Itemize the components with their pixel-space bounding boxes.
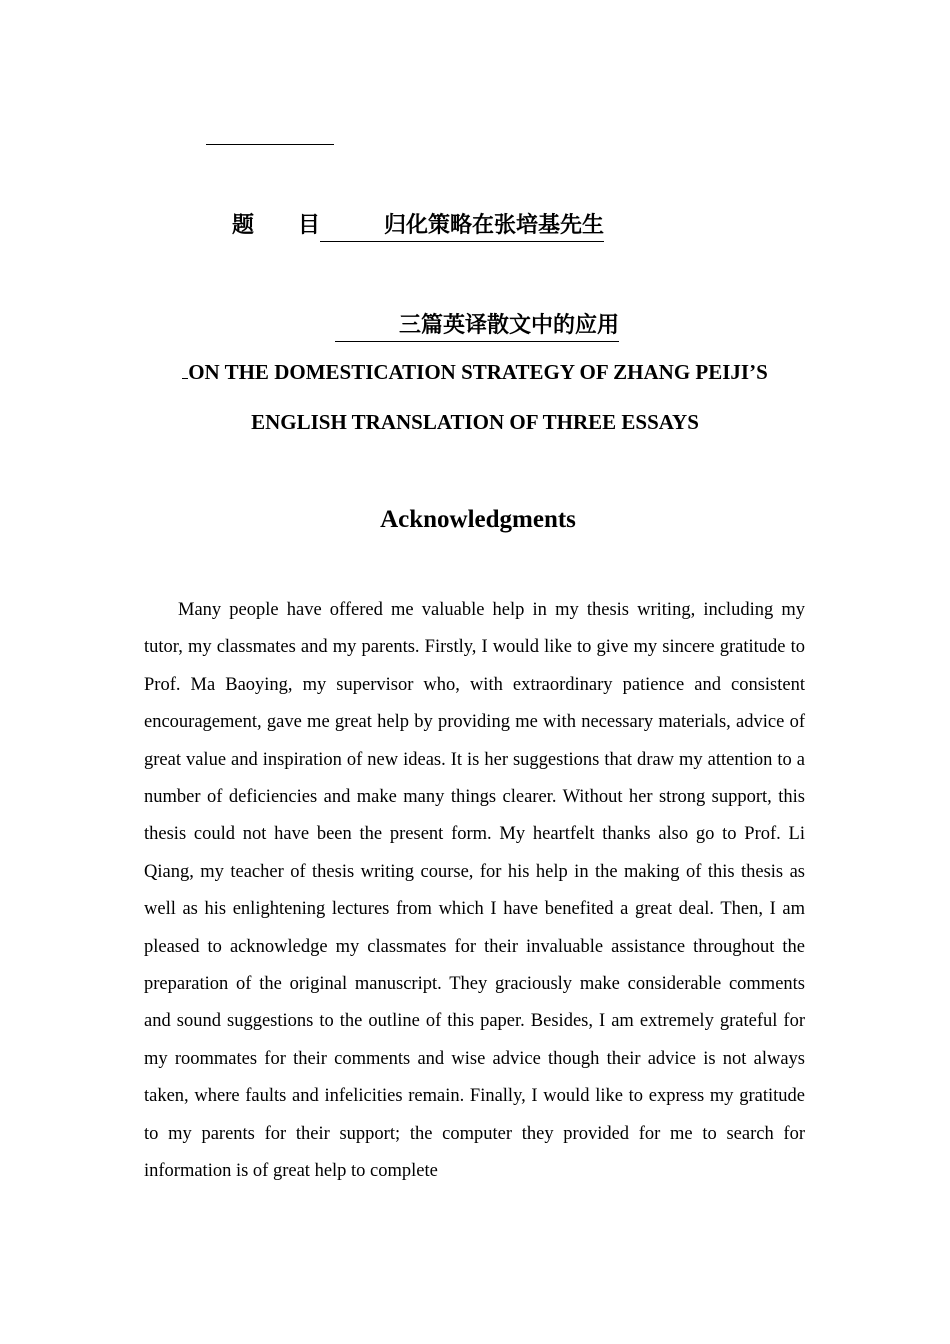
chinese-title-row (232, 208, 604, 244)
blank-underline-rule (206, 144, 334, 145)
chinese-title-line1: 归化策略在张培基先生 (384, 213, 605, 238)
english-title-line1-row (0, 360, 950, 385)
english-title-line1: ON THE DOMESTICATION STRATEGY OF ZHANG PEIJI’S (188, 360, 768, 384)
english-title-line2: ENGLISH TRANSLATION OF THREE ESSAYS (251, 410, 699, 434)
title-label: 题 目 (232, 213, 321, 238)
chinese-title-row-2 (335, 308, 619, 344)
section-heading: Acknowledgments (380, 506, 576, 533)
acknowledgments-paragraph: Many people have offered me valuable help in my thesis writing, including my tutor, my classmates and my parents. Firstly, I would like to give my sincere gratitude to Prof. Ma Baoying, my supervisor who, with extraordinary patience and consistent encouragement, gave me great help by providing me with necessary materials, advice of great value and inspiration of new ideas. It is her suggestions that draw my attention to a number of deficiencies and make many things clearer. Without her strong support, this thesis could not have been the present form. My heartfelt thanks also go to Prof. Li Qiang, my teacher of thesis writing course, for his help in the making of this thesis as well as his enlightening lectures from which I have benefited a great deal. Then, I am pleased to acknowledge my classmates for their invaluable assistance throughout the preparation of the original manuscript. They graciously make considerable comments and sound suggestions to the outline of this paper. Besides, I am extremely grateful for my roommates for their comments and wise advice though their advice is not always taken, where faults and infelicities remain. Finally, I would like to express my gratitude to my parents for their support; the computer they provided for me to search for information is of great help to complete (144, 600, 805, 1182)
chinese-title-line1-underlined (320, 211, 604, 242)
chinese-title-line2: 三篇英译散文中的应用 (399, 313, 620, 338)
chinese-title-line2-underlined (335, 311, 619, 342)
